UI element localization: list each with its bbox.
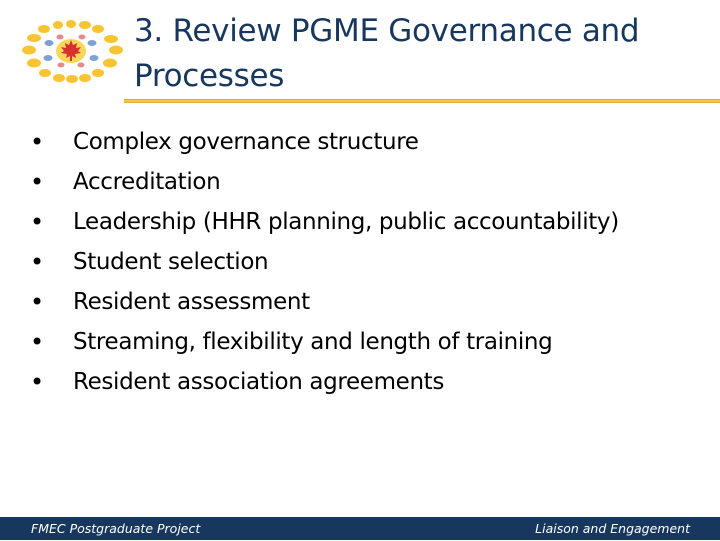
footer-project-label: FMEC Postgraduate Project xyxy=(31,521,201,536)
bullet-text: Complex governance structure xyxy=(73,129,419,155)
bullet-icon: • xyxy=(30,368,45,396)
bullet-text: Accreditation xyxy=(73,169,221,195)
bullet-icon: • xyxy=(30,328,45,356)
footer-bar xyxy=(0,517,720,540)
bullet-icon: • xyxy=(30,168,45,196)
bullet-text: Resident assessment xyxy=(73,289,310,315)
bullet-icon: • xyxy=(30,248,45,276)
bullet-icon: • xyxy=(30,208,45,236)
footer-section-label: Liaison and Engagement xyxy=(535,521,690,536)
bullet-icon: • xyxy=(30,288,45,316)
slide-title: 3. Review PGME Governance and Processes xyxy=(134,13,640,94)
maple-leaf-sunburst-logo-icon xyxy=(14,16,126,86)
bullet-text: Leadership (HHR planning, public accountability) xyxy=(73,209,619,235)
title-underline xyxy=(124,99,720,103)
bullet-text: Resident association agreements xyxy=(73,369,444,395)
bullet-icon: • xyxy=(30,128,45,156)
bullet-text: Streaming, flexibility and length of training xyxy=(73,329,553,355)
bullet-text: Student selection xyxy=(73,249,269,275)
